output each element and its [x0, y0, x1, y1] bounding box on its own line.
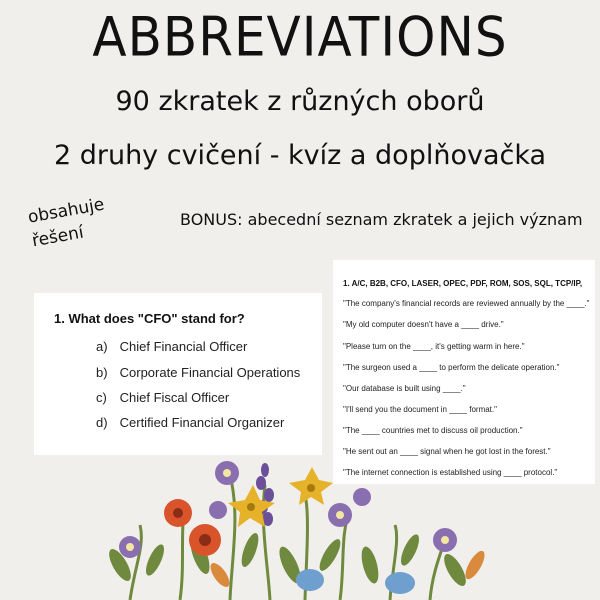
fill-in-card [333, 260, 595, 484]
option-letter: b) [96, 365, 108, 380]
fill-in-sentence: "Please turn on the ____, it's getting warm in here." [343, 342, 525, 351]
quiz-question: 1. What does "CFO" stand for? [54, 311, 245, 326]
option-letter: d) [96, 415, 108, 430]
option-text: Chief Financial Officer [119, 339, 248, 354]
bonus-text: BONUS: abecední seznam zkratek a jejich význam [180, 210, 583, 229]
option-text: Certified Financial Organizer [119, 415, 285, 430]
fill-in-sentence: "I'll send you the document in ____ format." [343, 405, 497, 414]
option-letter: c) [96, 390, 107, 405]
fill-in-sentence: "The company's financial records are reviewed annually by the ____." [343, 299, 590, 308]
yellow-flower [228, 467, 333, 527]
subtitle-count: 90 zkratek z různých oborů [115, 86, 485, 117]
quiz-option [96, 339, 247, 354]
quiz-option [96, 415, 284, 430]
quiz-option [96, 365, 300, 380]
fill-in-sentence: "The surgeon used a ____ to perform the delicate operation." [343, 363, 560, 372]
fill-in-sentence: "The ____ countries met to discuss oil production." [343, 426, 523, 435]
fill-in-sentence: "He sent out an ____ signal when he got lost in the forest." [343, 447, 551, 456]
flower-illustration [100, 455, 500, 600]
fill-in-sentence: "The internet connection is established using ____ protocol." [343, 468, 558, 477]
quiz-card [34, 293, 322, 455]
fill-in-heading: 1. A/C, B2B, CFO, LASER, OPEC, PDF, ROM, SOS, SQL, TCP/IP, [343, 279, 583, 288]
fill-in-sentence: "My old computer doesn't have a ____ drive." [343, 320, 504, 329]
subtitle-exercises: 2 druhy cvičení - kvíz a doplňovačka [53, 140, 547, 171]
option-text: Corporate Financial Operations [119, 365, 301, 380]
option-text: Chief Fiscal Officer [119, 390, 230, 405]
fill-in-sentence: "Our database is built using ____." [343, 384, 466, 393]
leaves [105, 531, 470, 589]
page-title: ABBREVIATIONS [92, 5, 508, 69]
option-letter: a) [96, 339, 108, 354]
solutions-note: obsahuje řešení [26, 194, 106, 252]
quiz-option [96, 390, 229, 405]
blue-flower [296, 569, 415, 594]
